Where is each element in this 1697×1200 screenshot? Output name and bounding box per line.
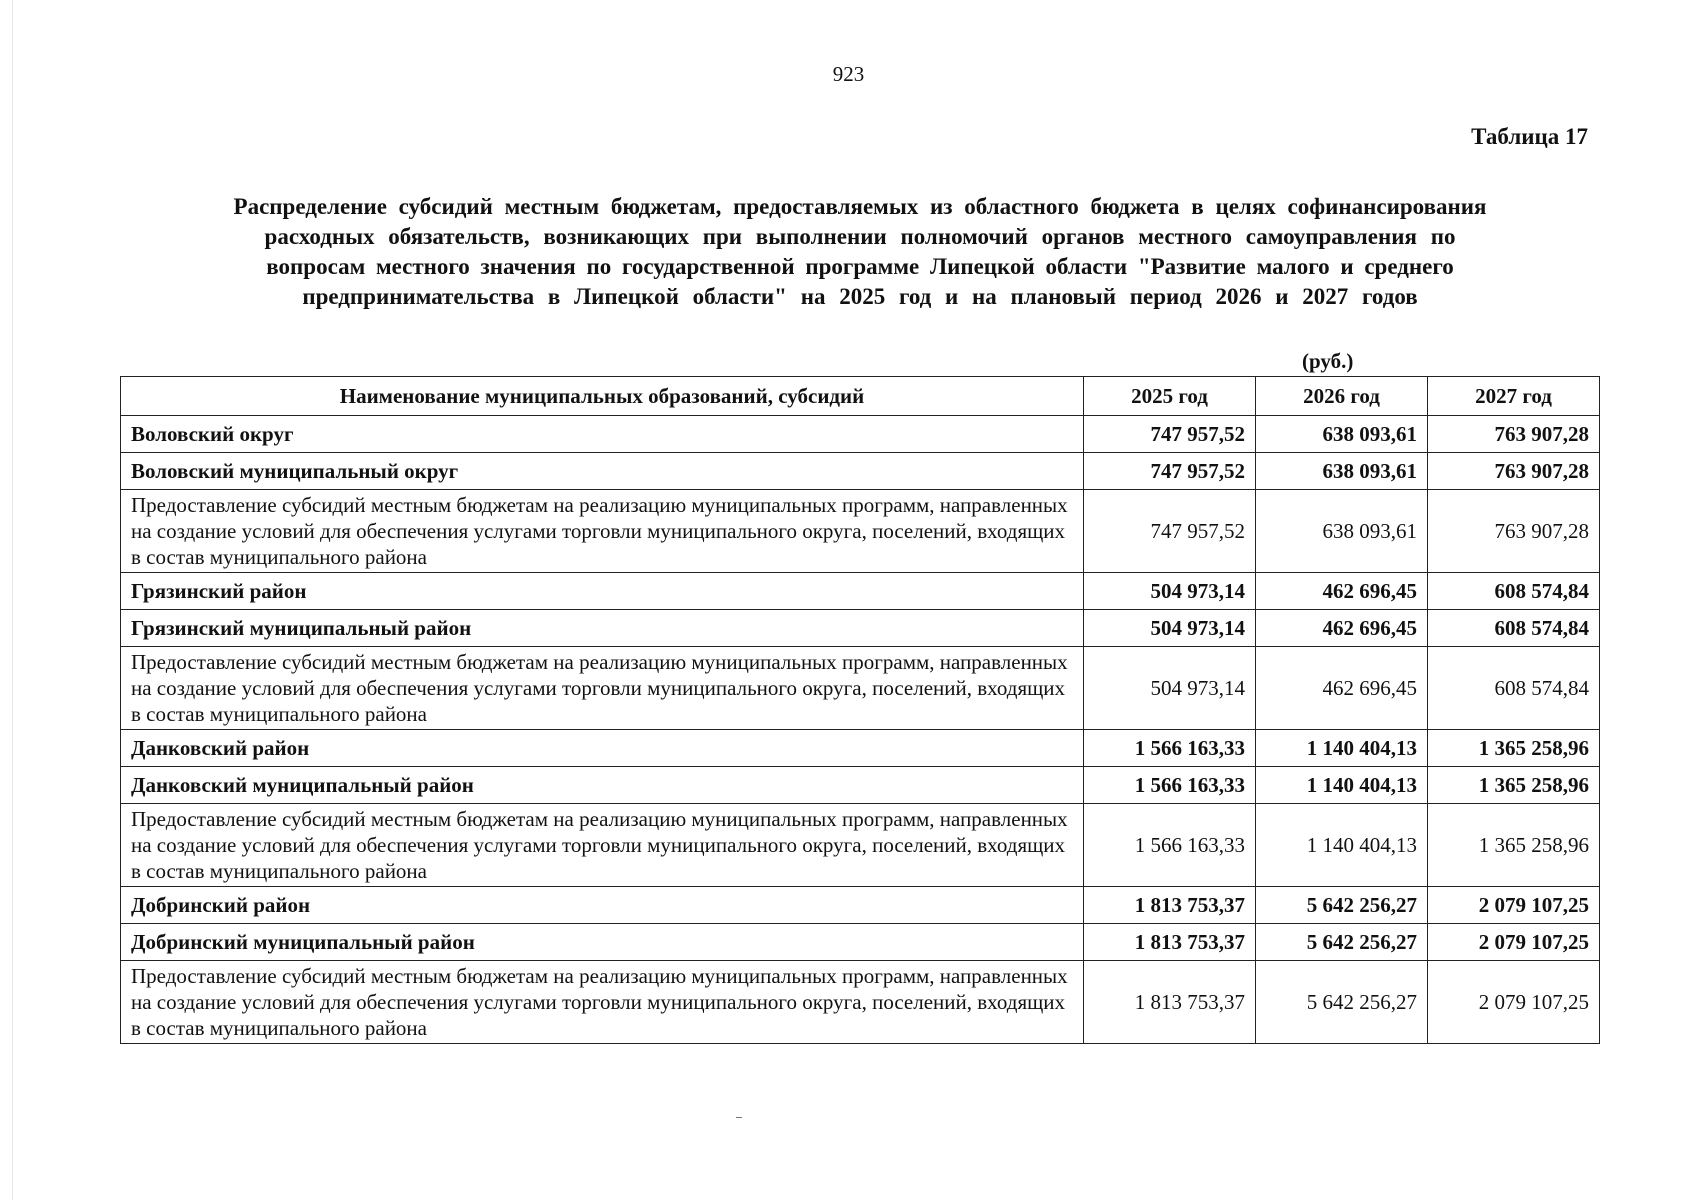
value-2026: 638 093,61 <box>1256 416 1428 453</box>
value-2025: 504 973,14 <box>1084 610 1256 647</box>
row-name: Данковский район <box>121 730 1084 767</box>
table-row-municipality <box>121 924 1600 961</box>
header-2026: 2026 год <box>1256 377 1428 416</box>
row-name: Грязинский муниципальный район <box>121 610 1084 647</box>
row-name: Предоставление субсидий местным бюджетам на реализацию муниципальных программ, направленных на создание условий для обеспечения услугами торговли муниципального округа, поселений, входящих в состав муниципального района <box>121 804 1084 887</box>
value-2025: 1 813 753,37 <box>1084 961 1256 1044</box>
title-line: Распределение субсидий местным бюджетам, предоставляемых из областного бюджета в целях софинансирования <box>233 194 1487 219</box>
table-row-subsidy <box>121 804 1600 887</box>
title-line: вопросам местного значения по государственной программе Липецкой области "Развитие малого и среднего <box>266 254 1454 279</box>
page-number: 923 <box>832 62 865 86</box>
value-2026: 638 093,61 <box>1256 490 1428 573</box>
value-2027: 763 907,28 <box>1428 416 1600 453</box>
value-2026: 1 140 404,13 <box>1256 767 1428 804</box>
units-label: (руб.) <box>1302 349 1354 373</box>
table-row-subsidy <box>121 961 1600 1044</box>
value-2026: 462 696,45 <box>1256 647 1428 730</box>
table-row-district <box>121 887 1600 924</box>
value-2025: 747 957,52 <box>1084 453 1256 490</box>
table-row-district <box>121 730 1600 767</box>
value-2027: 763 907,28 <box>1428 490 1600 573</box>
value-2025: 1 566 163,33 <box>1084 730 1256 767</box>
value-2026: 1 140 404,13 <box>1256 804 1428 887</box>
value-2026: 5 642 256,27 <box>1256 887 1428 924</box>
title-line: расходных обязательств, возникающих при выполнении полномочий органов местного самоуправления по <box>264 224 1456 249</box>
value-2027: 608 574,84 <box>1428 647 1600 730</box>
table-row-municipality <box>121 767 1600 804</box>
value-2026: 5 642 256,27 <box>1256 924 1428 961</box>
value-2027: 1 365 258,96 <box>1428 804 1600 887</box>
value-2025: 1 813 753,37 <box>1084 924 1256 961</box>
header-name: Наименование муниципальных образований, субсидий <box>121 377 1084 416</box>
table-row-subsidy <box>121 647 1600 730</box>
document-title <box>140 192 1580 312</box>
row-name: Воловский округ <box>121 416 1084 453</box>
table-row-district <box>121 573 1600 610</box>
title-line: предпринимательства в Липецкой области" на 2025 год и на плановый период 2026 и 2027 годов <box>302 284 1418 309</box>
value-2025: 747 957,52 <box>1084 416 1256 453</box>
row-name: Данковский муниципальный район <box>121 767 1084 804</box>
header-2025: 2025 год <box>1084 377 1256 416</box>
value-2027: 608 574,84 <box>1428 573 1600 610</box>
value-2026: 462 696,45 <box>1256 610 1428 647</box>
row-name: Предоставление субсидий местным бюджетам на реализацию муниципальных программ, направленных на создание условий для обеспечения услугами торговли муниципального округа, поселений, входящих в состав муниципального района <box>121 961 1084 1044</box>
value-2026: 462 696,45 <box>1256 573 1428 610</box>
table-label: Таблица 17 <box>1471 124 1588 149</box>
value-2027: 2 079 107,25 <box>1428 887 1600 924</box>
value-2027: 2 079 107,25 <box>1428 961 1600 1044</box>
value-2027: 608 574,84 <box>1428 610 1600 647</box>
value-2027: 2 079 107,25 <box>1428 924 1600 961</box>
table-row-district <box>121 416 1600 453</box>
table-row-municipality <box>121 453 1600 490</box>
page-edge-line <box>12 0 13 1200</box>
row-name: Грязинский район <box>121 573 1084 610</box>
scan-mark <box>736 1117 742 1118</box>
value-2026: 638 093,61 <box>1256 453 1428 490</box>
row-name: Предоставление субсидий местным бюджетам на реализацию муниципальных программ, направленных на создание условий для обеспечения услугами торговли муниципального округа, поселений, входящих в состав муниципального района <box>121 647 1084 730</box>
row-name: Добринский муниципальный район <box>121 924 1084 961</box>
row-name: Предоставление субсидий местным бюджетам на реализацию муниципальных программ, направленных на создание условий для обеспечения услугами торговли муниципального округа, поселений, входящих в состав муниципального района <box>121 490 1084 573</box>
value-2025: 1 566 163,33 <box>1084 804 1256 887</box>
value-2025: 747 957,52 <box>1084 490 1256 573</box>
value-2025: 1 566 163,33 <box>1084 767 1256 804</box>
value-2027: 1 365 258,96 <box>1428 730 1600 767</box>
value-2025: 1 813 753,37 <box>1084 887 1256 924</box>
row-name: Добринский район <box>121 887 1084 924</box>
value-2026: 1 140 404,13 <box>1256 730 1428 767</box>
value-2026: 5 642 256,27 <box>1256 961 1428 1044</box>
value-2025: 504 973,14 <box>1084 647 1256 730</box>
table-row-subsidy <box>121 490 1600 573</box>
value-2027: 763 907,28 <box>1428 453 1600 490</box>
header-2027: 2027 год <box>1428 377 1600 416</box>
table-row-municipality <box>121 610 1600 647</box>
subsidy-table <box>120 376 1600 1044</box>
value-2025: 504 973,14 <box>1084 573 1256 610</box>
row-name: Воловский муниципальный округ <box>121 453 1084 490</box>
table-header-row <box>121 377 1600 416</box>
value-2027: 1 365 258,96 <box>1428 767 1600 804</box>
